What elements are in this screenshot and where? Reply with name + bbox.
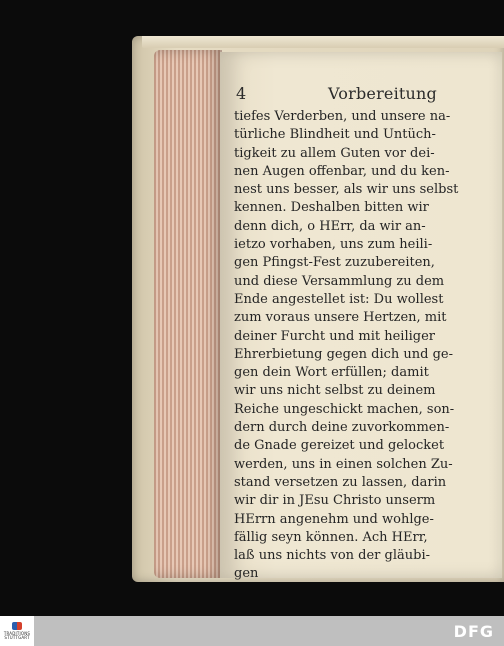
book-cover-top-edge (142, 36, 504, 48)
text-line: kennen. Deshalben bitten wir (234, 200, 429, 216)
text-line: Ehrerbietung gegen dich und ge- (234, 346, 453, 362)
page-edges (154, 50, 222, 578)
text-line: wir dir in JEsu Christo unserm (234, 493, 436, 509)
library-logo-text-line1: TRADITIONS (3, 631, 31, 636)
text-line: wir uns nicht selbst zu deinem (234, 383, 436, 399)
text-line: tiefes Verderben, und unsere na- (234, 109, 451, 124)
text-line: laß uns nichts von der gläubi- (234, 548, 430, 564)
text-line: gen dein Wort erfüllen; damit (234, 365, 429, 381)
text-line: dern durch deine zuvorkommen- (234, 420, 450, 436)
text-line: werden, uns in einen solchen Zu- (234, 456, 453, 472)
text-line: denn dich, o HErr, da wir an- (234, 218, 426, 234)
text-line: gen (234, 566, 259, 582)
page-header (236, 84, 488, 106)
text-line: Reiche ungeschickt machen, son- (234, 401, 455, 417)
text-line: deiner Furcht und mit heiliger (234, 328, 436, 344)
text-line: stand versetzen zu lassen, darin (234, 474, 447, 490)
text-line: gen Pfingst-Fest zuzubereiten, (234, 255, 435, 271)
text-line: fällig seyn können. Ach HErr, (234, 529, 428, 545)
text-line: Ende angestellet ist: Du wollest (234, 291, 444, 307)
text-line: zum voraus unsere Hertzen, mit (234, 310, 447, 326)
text-line: nest uns besser, als wir uns selbst (234, 182, 459, 198)
text-line: de Gnade gereizet und gelocket (234, 438, 445, 454)
library-logo (0, 616, 34, 646)
library-logo-icon (12, 622, 22, 630)
book (132, 36, 504, 582)
text-line: türliche Blindheit und Untüch- (234, 127, 436, 143)
text-line: tigkeit zu allem Guten vor dei- (234, 145, 435, 161)
page-number: 4 (236, 84, 247, 103)
text-line: nen Augen offenbar, und du ken- (234, 163, 450, 179)
running-head: Vorbereitung (328, 84, 437, 103)
text-line: und diese Versammlung zu dem (234, 273, 445, 289)
dfg-logo: DFG (453, 622, 494, 641)
library-logo-text-line2: STUTTGART (4, 635, 30, 640)
text-line: ietzo vorhaben, uns zum heili- (234, 237, 433, 253)
book-page (220, 52, 502, 582)
page-text (234, 108, 504, 584)
footer-bar (0, 616, 504, 646)
text-line: HErrn angenehm und wohlge- (234, 511, 434, 527)
